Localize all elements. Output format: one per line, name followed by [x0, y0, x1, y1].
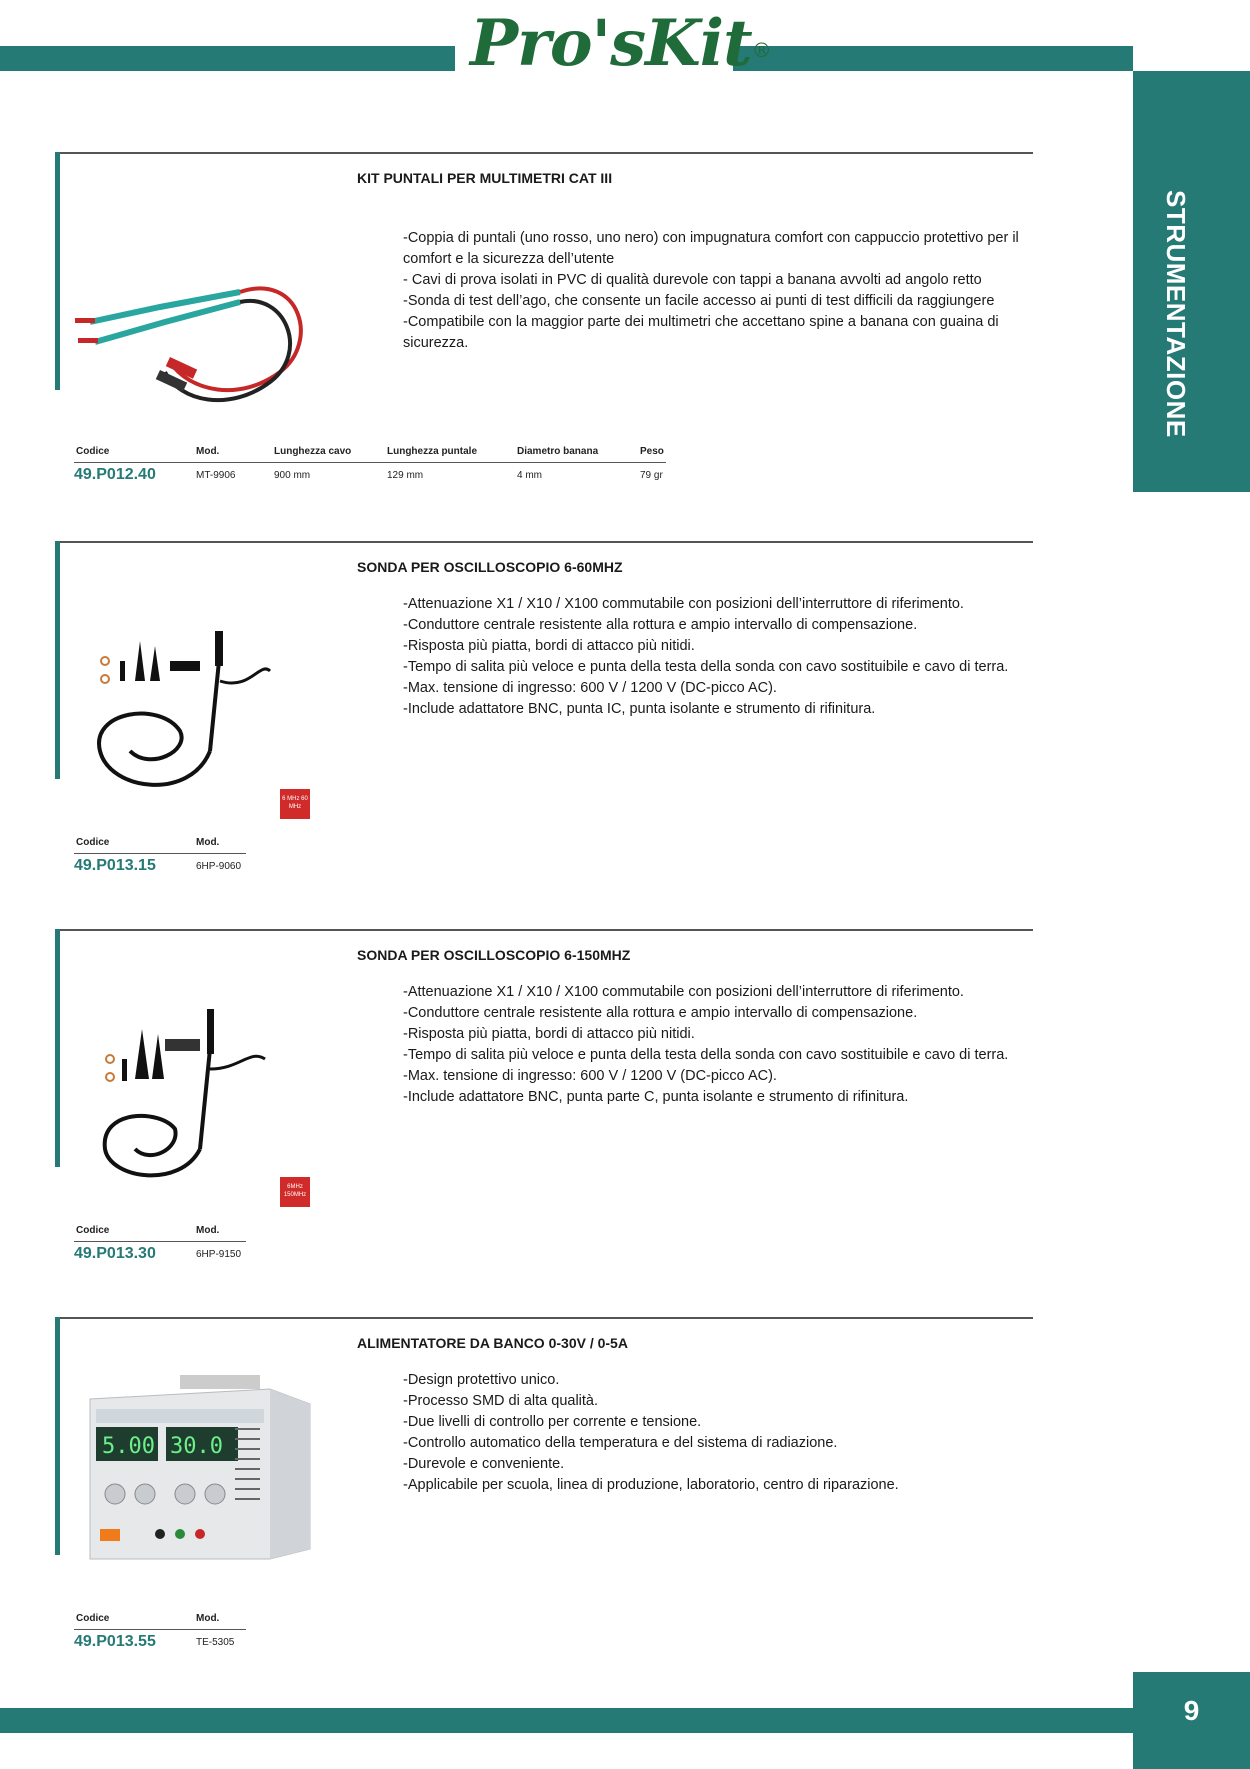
feature-item: -Max. tensione di ingresso: 600 V / 1200 V (DC-picco AC).: [403, 1068, 777, 1084]
probe-image: [70, 601, 290, 801]
feature-item: -Risposta più piatta, bordi di attacco più nitidi.: [403, 638, 695, 654]
feature-item: -Conduttore centrale resistente alla rottura e ampio intervallo di compensazione.: [403, 617, 918, 633]
spec-head-mod: Mod.: [196, 446, 220, 457]
spec-head-mod: Mod.: [196, 1225, 220, 1236]
product-code: 49.P013.15: [74, 857, 156, 874]
product-code: 49.P013.55: [74, 1633, 156, 1650]
feature-list: [403, 1370, 1033, 1496]
spec-head-codice: Codice: [76, 446, 110, 457]
proskit-logo: Pro'sKit®: [470, 6, 771, 81]
feature-item: -Durevole e conveniente.: [403, 1456, 565, 1472]
feature-item: -Attenuazione X1 / X10 / X100 commutabile con posizioni dell’interruttore di riferimento.: [403, 596, 964, 612]
spec-table: [0, 1613, 300, 1663]
product-title: KIT PUNTALI PER MULTIMETRI CAT III: [357, 170, 613, 186]
feature-item: -Include adattatore BNC, punta IC, punta isolante e strumento di rifinitura.: [403, 701, 876, 717]
spec-head-mod: Mod.: [196, 1613, 220, 1624]
feature-item: -Include adattatore BNC, punta parte C, punta isolante e strumento di rifinitura.: [403, 1089, 909, 1105]
probe-image: [70, 989, 290, 1189]
section-accent: [55, 1317, 60, 1555]
feature-item: -Due livelli di controllo per corrente e tensione.: [403, 1414, 702, 1430]
category-label: STRUMENTAZIONE: [1161, 190, 1191, 438]
feature-item: -Attenuazione X1 / X10 / X100 commutabile con posizioni dell’interruttore di riferimento.: [403, 984, 964, 1000]
product-title: ALIMENTATORE DA BANCO 0-30V / 0-5A: [357, 1335, 628, 1351]
footer-bar: [0, 1708, 1133, 1733]
spec-head-mod: Mod.: [196, 837, 220, 848]
spec-rule: [74, 853, 246, 854]
header-bar-right: [733, 46, 1133, 71]
product-model: 6HP-9060: [196, 861, 242, 872]
feature-item: -Max. tensione di ingresso: 600 V / 1200 V (DC-picco AC).: [403, 680, 777, 696]
spec-rule: [74, 1241, 246, 1242]
section-accent: [55, 541, 60, 779]
product-title: SONDA PER OSCILLOSCOPIO 6-60MHZ: [357, 559, 623, 575]
feature-list: [403, 228, 1033, 354]
feature-list: [403, 594, 1033, 720]
spec-head-codice: Codice: [76, 1225, 110, 1236]
product-model: MT-9906: [196, 470, 236, 481]
spec-head-peso: Peso: [640, 446, 664, 457]
feature-item: -Processo SMD di alta qualità.: [403, 1393, 599, 1409]
power-supply-image: [70, 1369, 320, 1564]
product-model: 6HP-9150: [196, 1249, 242, 1260]
page-number: 9: [1183, 1695, 1200, 1726]
spec-table: [0, 837, 300, 887]
spec-table: [0, 446, 700, 496]
feature-item: -Conduttore centrale resistente alla rottura e ampio intervallo di compensazione.: [403, 1005, 918, 1021]
frequency-badge: 6 MHz 60 MHz: [280, 789, 310, 819]
section-divider: [55, 152, 1033, 154]
product-code: 49.P013.30: [74, 1245, 156, 1262]
header-bar-left: [0, 46, 455, 71]
spec-head-lunghezza-puntale: Lunghezza puntale: [387, 446, 477, 457]
product-title: SONDA PER OSCILLOSCOPIO 6-150MHZ: [357, 947, 631, 963]
spec-head-diametro-banana: Diametro banana: [517, 446, 599, 457]
voltage-display: 5.00: [102, 1434, 155, 1459]
feature-item: -Risposta più piatta, bordi di attacco più nitidi.: [403, 1026, 695, 1042]
feature-item: -Coppia di puntali (uno rosso, uno nero) con impugnatura comfort con cappuccio protettivo per il comfort e la sicurezza dell’utente: [403, 230, 1019, 267]
spec-table: [0, 1225, 300, 1275]
feature-item: -Compatibile con la maggior parte dei multimetri che accettano spine a banana con guaina di sicurezza.: [403, 314, 999, 351]
section-accent: [55, 929, 60, 1167]
product-model: TE-5305: [196, 1637, 235, 1648]
spec-diametro-banana: 4 mm: [517, 470, 542, 481]
feature-item: -Applicabile per scuola, linea di produzione, laboratorio, centro di riparazione.: [403, 1477, 899, 1493]
section-divider: [55, 541, 1033, 543]
feature-item: - Cavi di prova isolati in PVC di qualità durevole con tappi a banana avvolti ad angolo retto: [403, 272, 982, 288]
test-leads-image: [70, 222, 320, 462]
spec-lunghezza-puntale: 129 mm: [387, 470, 424, 481]
spec-rule: [74, 1629, 246, 1630]
section-accent: [55, 152, 60, 390]
section-divider: [55, 1317, 1033, 1319]
feature-item: -Tempo di salita più veloce e punta della testa della sonda con cavo sostituibile e cavo di terra.: [403, 659, 1009, 675]
frequency-badge: 6MHz 150MHz: [280, 1177, 310, 1207]
spec-rule: [74, 462, 666, 463]
feature-item: -Tempo di salita più veloce e punta della testa della sonda con cavo sostituibile e cavo di terra.: [403, 1047, 1009, 1063]
spec-peso: 79 gr: [640, 470, 663, 481]
spec-head-lunghezza-cavo: Lunghezza cavo: [274, 446, 352, 457]
section-divider: [55, 929, 1033, 931]
spec-head-codice: Codice: [76, 1613, 110, 1624]
product-code: 49.P012.40: [74, 466, 156, 483]
feature-item: -Design protettivo unico.: [403, 1372, 560, 1388]
spec-head-codice: Codice: [76, 837, 110, 848]
spec-lunghezza-cavo: 900 mm: [274, 470, 311, 481]
category-side-tab: [1133, 71, 1250, 492]
feature-item: -Controllo automatico della temperatura e del sistema di radiazione.: [403, 1435, 838, 1451]
feature-list: [403, 982, 1033, 1108]
feature-item: -Sonda di test dell’ago, che consente un facile accesso ai punti di test difficili da raggiungere: [403, 293, 995, 309]
current-display: 30.0: [170, 1434, 223, 1459]
